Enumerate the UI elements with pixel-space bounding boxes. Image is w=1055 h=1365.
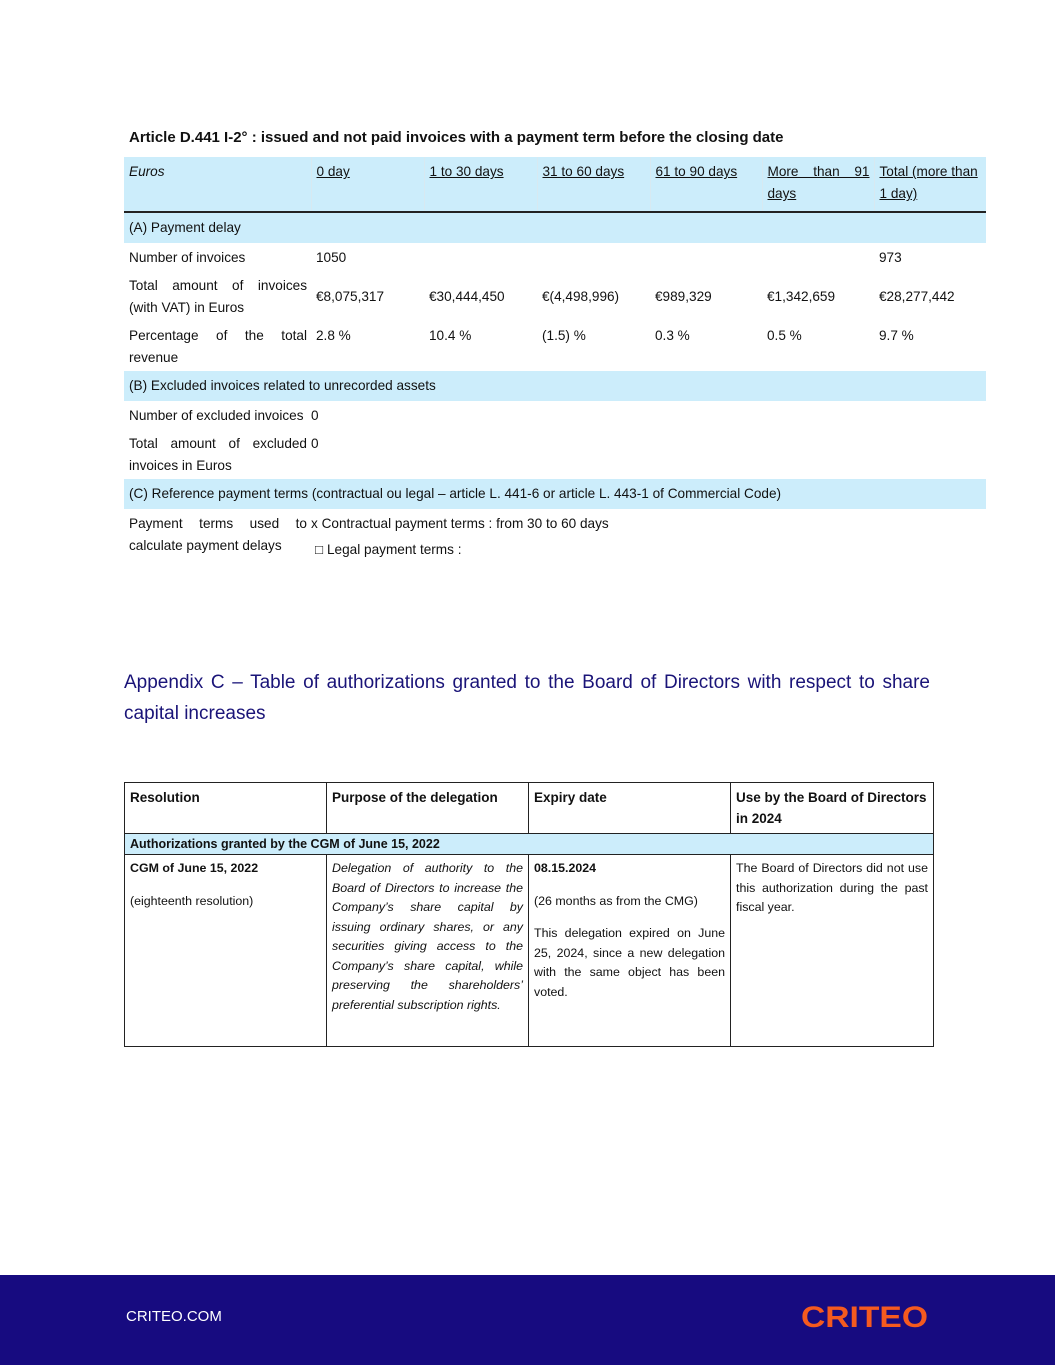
criteo-logo-text: CRITEO [801,1301,928,1331]
purpose-cell: Delegation of authority to the Board of Directors to increase the Company’s share capital by issuing ordinary shares, or any securities giving access to the Company’s share capital, while preserving the shareholders’ preferential subscription rights. [327,855,529,1047]
table-row [124,401,986,429]
payment-terms-options [311,509,986,563]
table-cell: 0 [311,408,319,423]
table-cell: 0 [311,436,319,451]
article-title: Article D.441 I-2° : issued and not paid invoices with a payment term before the closing date [129,129,784,146]
table-cell: €1,342,659 [767,289,836,304]
table-cell: 10.4 % [429,328,472,343]
table-cell [762,243,874,271]
table-cell: €30,444,450 [429,289,505,304]
section-c-label: (C) Reference payment terms (contractual ou legal – article L. 441-6 or article L. 443-1 of Commercial Code) [124,479,986,509]
table-header-row [125,783,934,834]
table-header-row [124,157,986,212]
resolution-cell [125,855,327,1047]
header-1-30-days: 1 to 30 days [424,157,537,212]
auth-section-label: Authorizations granted by the CGM of June 15, 2022 [125,834,934,855]
authorizations-table [124,782,934,1047]
use-cell: The Board of Directors did not use this authorization during the past fiscal year. [731,855,934,1047]
table-row [124,509,986,563]
section-row [124,371,986,401]
table-row [124,243,986,271]
header-euros: Euros [124,157,311,212]
row-label: Number of excluded invoices [129,408,304,423]
header-31-60-days: 31 to 60 days [537,157,650,212]
table-cell: 0.3 % [655,328,690,343]
table-cell: 9.7 % [879,328,914,343]
row-label: Percentage of the total revenue [129,328,307,365]
footer-site-link[interactable]: CRITEO.COM [126,1308,222,1325]
header-purpose: Purpose of the delegation [327,783,529,834]
page-footer [0,1275,1055,1365]
expiry-term: (26 months as from the CMG) [534,893,698,908]
table-cell: (1.5) % [542,328,586,343]
header-expiry-date: Expiry date [529,783,731,834]
header-0-day: 0 day [311,157,424,212]
header-more-than-91-days: More than 91 days [762,157,874,212]
header-total: Total (more than 1 day) [874,157,986,212]
section-row [124,212,986,243]
table-cell [650,243,762,271]
table-row [124,321,986,371]
table-cell: 973 [879,250,902,265]
table-cell: €989,329 [655,289,712,304]
table-cell: €28,277,442 [879,289,955,304]
section-row [125,834,934,855]
row-label: Payment terms used to calculate payment delays [129,516,307,553]
row-label: Total amount of excluded invoices in Euros [129,436,307,473]
row-label: Number of invoices [129,250,246,265]
table-cell: 0.5 % [767,328,802,343]
expiry-cell [529,855,731,1047]
table-row [124,429,986,479]
table-cell: 1050 [316,250,347,265]
expiry-date: 08.15.2024 [534,861,597,875]
expiry-note: This delegation expired on June 25, 2024, since a new delegation with the same object has been voted. [534,926,725,999]
appendix-title: Appendix C – Table of authorizations granted to the Board of Directors with respect to share capital increases [124,672,930,724]
section-a-label: (A) Payment delay [124,212,986,243]
table-cell [424,243,537,271]
legal-terms-checkbox: □ Legal payment terms : [315,542,462,557]
header-use-by-board: Use by the Board of Directors in 2024 [731,783,934,834]
criteo-logo [801,1301,929,1331]
section-row [124,479,986,509]
header-61-90-days: 61 to 90 days [650,157,762,212]
table-cell: €(4,498,996) [542,289,620,304]
section-b-label: (B) Excluded invoices related to unrecorded assets [124,371,986,401]
contractual-terms-option: x Contractual payment terms : from 30 to 60 days [311,516,609,531]
unpaid-invoices-table [124,157,986,563]
row-label: Total amount of invoices (with VAT) in Euros [129,278,307,315]
table-row [125,855,934,1047]
resolution-sub: (eighteenth resolution) [130,893,254,908]
table-row [124,271,986,321]
table-cell: 2.8 % [316,328,351,343]
header-resolution: Resolution [125,783,327,834]
resolution-title: CGM of June 15, 2022 [130,861,259,875]
table-cell [537,243,650,271]
table-cell: €8,075,317 [316,289,385,304]
